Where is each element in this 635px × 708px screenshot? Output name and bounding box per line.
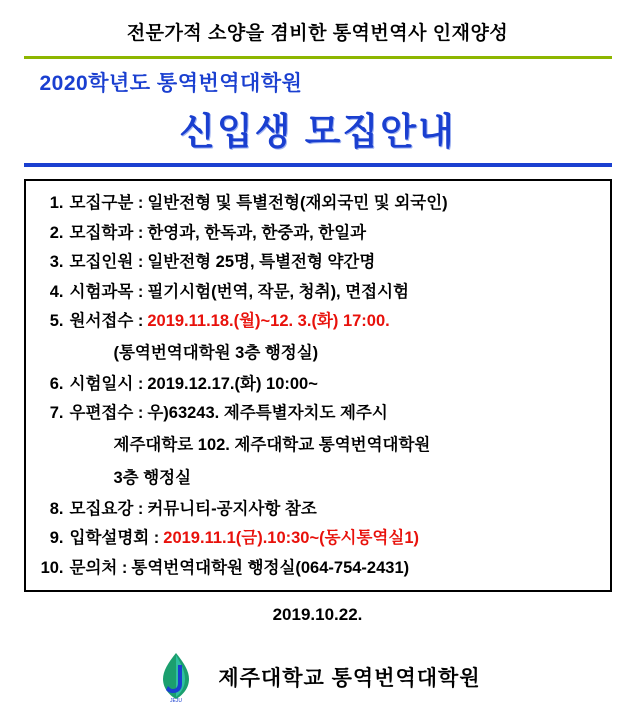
row-label: 모집인원 : — [69, 253, 144, 271]
row-value: 우)63243. 제주특별자치도 제주시 — [147, 404, 388, 422]
row-label: 문의처 : — [69, 558, 128, 577]
info-row — [40, 560, 596, 577]
jeju-national-university-logo-icon — [154, 651, 198, 703]
row-number: 8. — [49, 499, 64, 518]
row-value: 필기시험(번역, 작문, 청취), 면접시험 — [147, 282, 409, 301]
svg-text:JEJU: JEJU — [170, 698, 183, 703]
info-row — [40, 225, 596, 242]
info-row — [40, 195, 596, 212]
row-label: 원서접수 : — [69, 312, 144, 330]
row-number: 3. — [49, 253, 64, 271]
row-number: 9. — [49, 529, 64, 547]
row-label: 시험과목 : — [69, 282, 144, 301]
row-number: 1. — [49, 194, 64, 212]
info-row — [40, 501, 596, 518]
footer — [0, 651, 635, 703]
row-value: 2019.11.1(금).10:30~(동시통역실1) — [163, 529, 419, 547]
headline-subtitle: 2020학년도 통역번역대학원 — [39, 72, 303, 95]
row-number: 2. — [49, 223, 64, 242]
info-row — [40, 376, 596, 393]
info-row — [40, 254, 596, 271]
info-subline — [40, 431, 596, 455]
row-label: 입학설명회 : — [69, 529, 160, 547]
row-label: 모집요강 : — [69, 499, 144, 518]
row-number: 5. — [49, 312, 64, 330]
info-row — [40, 530, 596, 547]
row-value: 한영과, 한독과, 한중과, 한일과 — [147, 223, 367, 242]
issue-date: 2019.10.22. — [272, 605, 363, 624]
indent-spacer — [40, 431, 114, 455]
blue-divider — [24, 163, 612, 167]
headline-title: 신입생 모집안내 — [179, 111, 456, 152]
tagline: 전문가적 소양을 겸비한 통역번역사 인재양성 — [126, 23, 509, 44]
row-number: 4. — [49, 282, 64, 301]
subline-text: (통역번역대학원 3층 행정실) — [113, 343, 319, 362]
row-label: 모집구분 : — [69, 194, 144, 212]
row-value: 2019.11.18.(월)~12. 3.(화) 17:00. — [147, 312, 390, 330]
info-row — [40, 284, 596, 301]
row-label: 모집학과 : — [69, 223, 144, 242]
row-value: 커뮤니티-공지사항 참조 — [147, 499, 317, 518]
row-label: 시험일시 : — [69, 374, 144, 393]
subline-text: 제주대학로 102. 제주대학교 통역번역대학원 — [113, 435, 431, 454]
headline-block — [24, 59, 612, 155]
indent-spacer — [40, 339, 114, 363]
info-row — [40, 313, 596, 330]
info-box — [24, 179, 612, 592]
row-number: 7. — [49, 404, 64, 422]
row-number: 6. — [49, 374, 64, 393]
info-subline — [40, 464, 596, 488]
row-number: 10. — [40, 558, 64, 577]
row-value: 2019.12.17.(화) 10:00~ — [147, 374, 318, 393]
footer-institution: 제주대학교 통역번역대학원 — [218, 667, 481, 690]
info-subline — [40, 339, 596, 363]
subline-text: 3층 행정실 — [113, 468, 192, 487]
row-value: 일반전형 및 특별전형(재외국민 및 외국인) — [147, 194, 448, 212]
indent-spacer — [40, 464, 114, 488]
row-label: 우편접수 : — [69, 404, 144, 422]
row-value: 통역번역대학원 행정실(064-754-2431) — [131, 558, 410, 577]
row-value: 일반전형 25명, 특별전형 약간명 — [147, 253, 376, 271]
info-row — [40, 405, 596, 422]
